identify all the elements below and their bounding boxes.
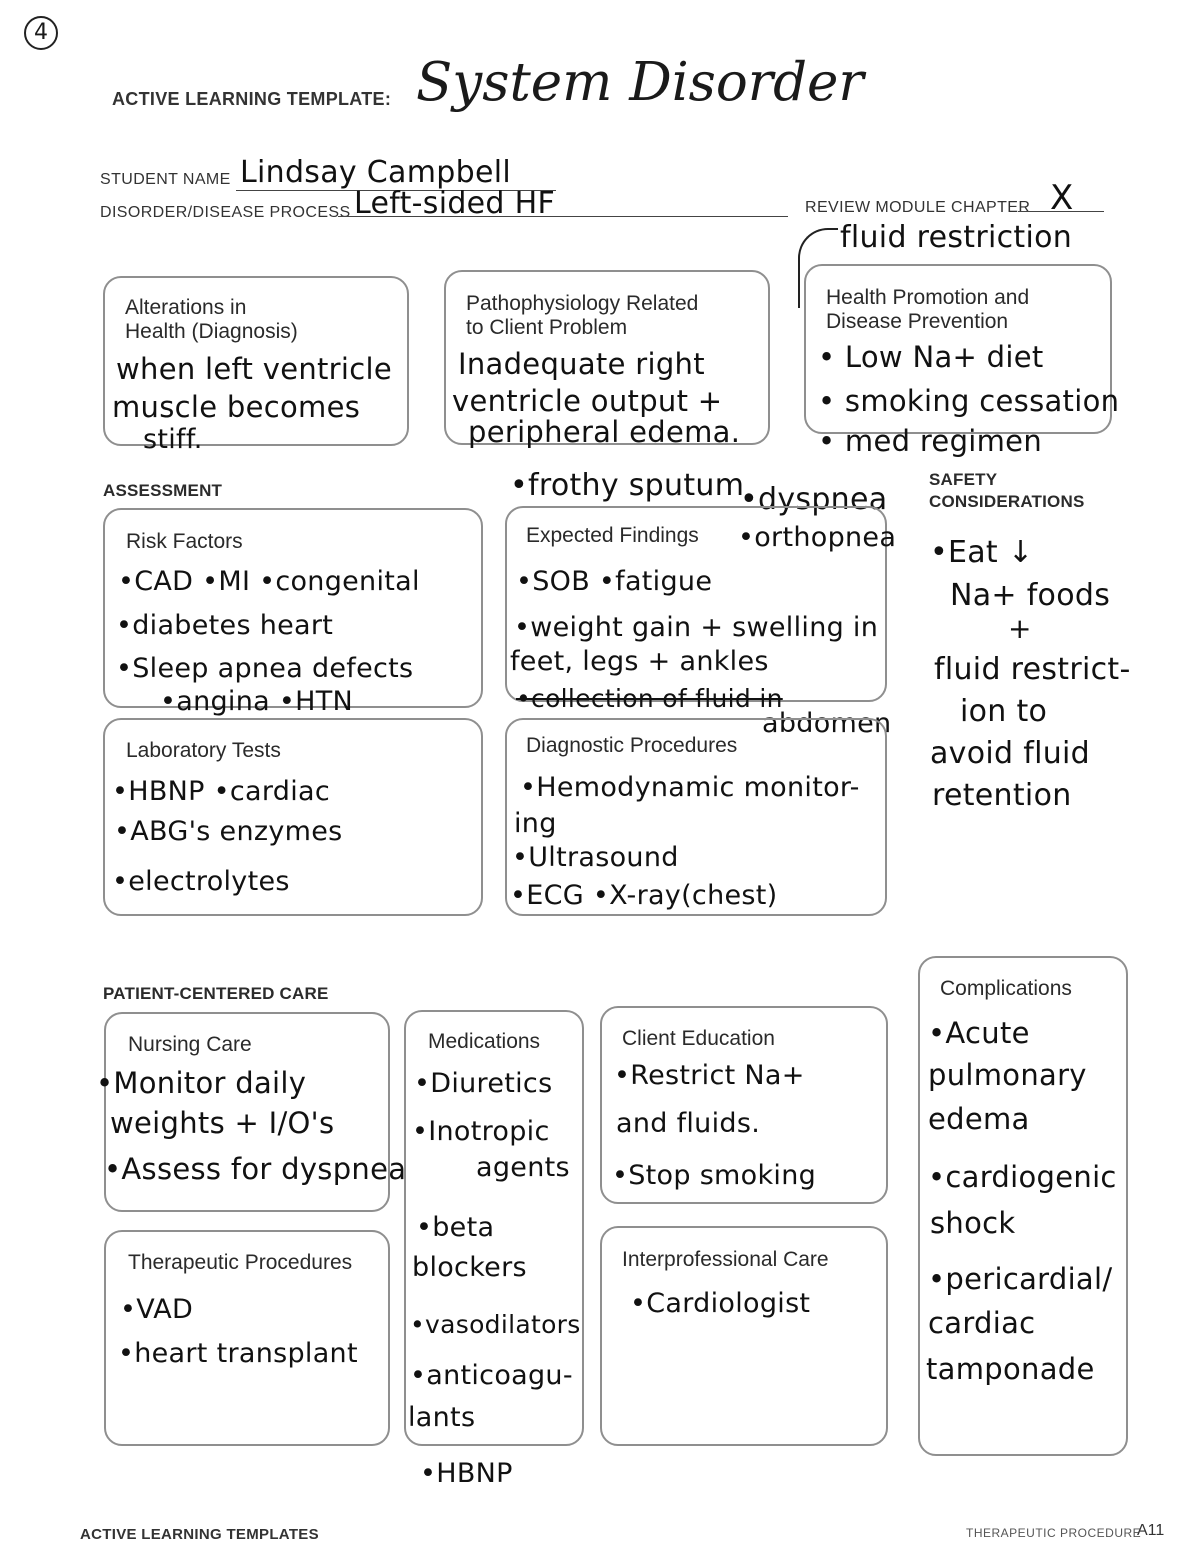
expected-findings-line-1: •SOB •fatigue <box>516 566 713 597</box>
health-promotion-line-1: • Low Na+ diet <box>818 340 1044 374</box>
complications-title: Complications <box>940 977 1072 1000</box>
review-module-label: REVIEW MODULE CHAPTER <box>805 199 1031 216</box>
pathophysiology-line-2: ventricle output + <box>452 384 723 418</box>
laboratory-tests-line-3: •electrolytes <box>112 866 290 897</box>
risk-factors-line-1: •CAD •MI •congenital <box>118 566 420 597</box>
expected-findings-line-2: •weight gain + swelling in <box>514 612 879 643</box>
laboratory-tests-line-2: •ABG's enzymes <box>114 816 343 847</box>
health-promotion-line-3: • med regimen <box>818 424 1043 458</box>
risk-factors-title: Risk Factors <box>126 530 243 553</box>
complications-line-6: •pericardial/ <box>928 1262 1113 1296</box>
diagnostic-procedures-line-1: •Hemodynamic monitor- <box>520 772 860 803</box>
medications-line-1: •Diuretics <box>414 1068 553 1099</box>
complications-line-2: pulmonary <box>928 1058 1087 1092</box>
risk-factors-line-2: •diabetes heart <box>116 610 334 641</box>
expected-findings-line-4: •collection of fluid in <box>516 684 783 713</box>
health-promotion-line-2: • smoking cessation <box>818 384 1120 418</box>
safety-line-1: •Eat ↓ <box>930 535 1034 570</box>
safety-line-5: ion to <box>960 694 1048 729</box>
laboratory-tests-line-1: •HBNP •cardiac <box>112 776 330 807</box>
expected-findings-above-1: •frothy sputum <box>510 468 745 503</box>
interprofessional-care-line-1: •Cardiologist <box>630 1288 811 1319</box>
client-education-line-2: and fluids. <box>616 1108 761 1139</box>
alterations-line-2: muscle becomes <box>112 390 361 424</box>
interprofessional-care-title: Interprofessional Care <box>622 1248 829 1271</box>
medications-line-2: •Inotropic <box>412 1116 550 1147</box>
safety-line-2: Na+ foods <box>950 578 1111 613</box>
alterations-line-3: stiff. <box>143 424 203 455</box>
expected-findings-title-suffix: •orthopnea <box>738 522 897 553</box>
pathophysiology-line-3: peripheral edema. <box>468 415 741 449</box>
nursing-care-line-2: weights + I/O's <box>110 1106 335 1140</box>
disorder-label: DISORDER/DISEASE PROCESS <box>100 204 351 221</box>
safety-line-4: fluid restrict- <box>934 652 1131 687</box>
complications-line-8: tamponade <box>926 1352 1095 1386</box>
alterations-line-1: when left ventricle <box>116 352 393 386</box>
complications-line-1: •Acute <box>928 1016 1030 1050</box>
page-title: System Disorder <box>416 52 864 113</box>
safety-label: SAFETY CONSIDERATIONS <box>929 470 1085 512</box>
health-promotion-note: fluid restriction <box>840 220 1073 255</box>
risk-factors-line-3: •Sleep apnea defects <box>116 653 414 684</box>
medications-line-4: •beta <box>416 1212 495 1243</box>
medications-line-9: •HBNP <box>420 1458 513 1489</box>
expected-findings-title: Expected Findings <box>526 524 699 547</box>
therapeutic-procedures-line-2: •heart transplant <box>118 1338 358 1369</box>
page-number: 4 <box>34 20 48 45</box>
expected-findings-line-5: abdomen <box>762 708 892 739</box>
footer-right-label: THERAPEUTIC PROCEDURE <box>966 1526 1142 1540</box>
footer-right-page: A11 <box>1137 1522 1165 1539</box>
safety-line-3: + <box>1008 612 1032 645</box>
health-promotion-title: Health Promotion and Disease Prevention <box>826 286 1030 334</box>
diagnostic-procedures-line-2: ing <box>514 808 557 839</box>
complications-line-4: •cardiogenic <box>928 1160 1117 1194</box>
alterations-title: Alterations in Health (Diagnosis) <box>125 296 298 344</box>
nursing-care-line-1: •Monitor daily <box>96 1066 307 1100</box>
laboratory-tests-title: Laboratory Tests <box>126 739 281 762</box>
patient-centered-section-label: PATIENT-CENTERED CARE <box>103 984 329 1003</box>
assessment-section-label: ASSESSMENT <box>103 481 223 500</box>
disorder-value: Left-sided HF <box>354 186 556 221</box>
medications-line-6: •vasodilators <box>410 1310 581 1339</box>
pathophysiology-line-1: Inadequate right <box>458 347 705 381</box>
medications-line-8: lants <box>408 1402 476 1433</box>
medications-line-3: agents <box>476 1152 570 1183</box>
client-education-line-3: •Stop smoking <box>612 1160 817 1191</box>
therapeutic-procedures-line-1: •VAD <box>120 1294 194 1325</box>
therapeutic-procedures-title: Therapeutic Procedures <box>128 1251 353 1274</box>
nursing-care-title: Nursing Care <box>128 1033 252 1056</box>
nursing-care-line-3: •Assess for dyspnea <box>104 1152 407 1186</box>
safety-line-7: retention <box>932 778 1072 813</box>
complications-line-3: edema <box>928 1102 1030 1136</box>
medications-line-7: •anticoagu- <box>410 1360 573 1391</box>
medications-line-5: blockers <box>412 1252 527 1283</box>
diagnostic-procedures-title: Diagnostic Procedures <box>526 734 738 757</box>
student-name-label: STUDENT NAME <box>100 171 231 188</box>
expected-findings-line-3: feet, legs + ankles <box>510 646 769 677</box>
pathophysiology-title: Pathophysiology Related to Client Problem <box>466 292 699 340</box>
diagnostic-procedures-line-4: •ECG •X-ray(chest) <box>510 880 778 911</box>
student-name-value: Lindsay Campbell <box>240 155 511 190</box>
footer-left: ACTIVE LEARNING TEMPLATES <box>80 1526 319 1543</box>
review-module-value: X <box>1050 178 1074 218</box>
complications-line-7: cardiac <box>928 1306 1036 1340</box>
complications-line-5: shock <box>930 1206 1016 1240</box>
diagnostic-procedures-line-3: •Ultrasound <box>512 842 679 873</box>
expected-findings-above-2: •dyspnea <box>740 482 888 517</box>
page-number-circle <box>24 16 58 50</box>
template-prefix: ACTIVE LEARNING TEMPLATE: <box>112 89 392 109</box>
client-education-line-1: •Restrict Na+ <box>614 1060 805 1091</box>
risk-factors-line-4: •angina •HTN <box>160 686 353 717</box>
client-education-title: Client Education <box>622 1027 775 1050</box>
safety-line-6: avoid fluid <box>930 736 1090 771</box>
medications-title: Medications <box>428 1030 541 1053</box>
